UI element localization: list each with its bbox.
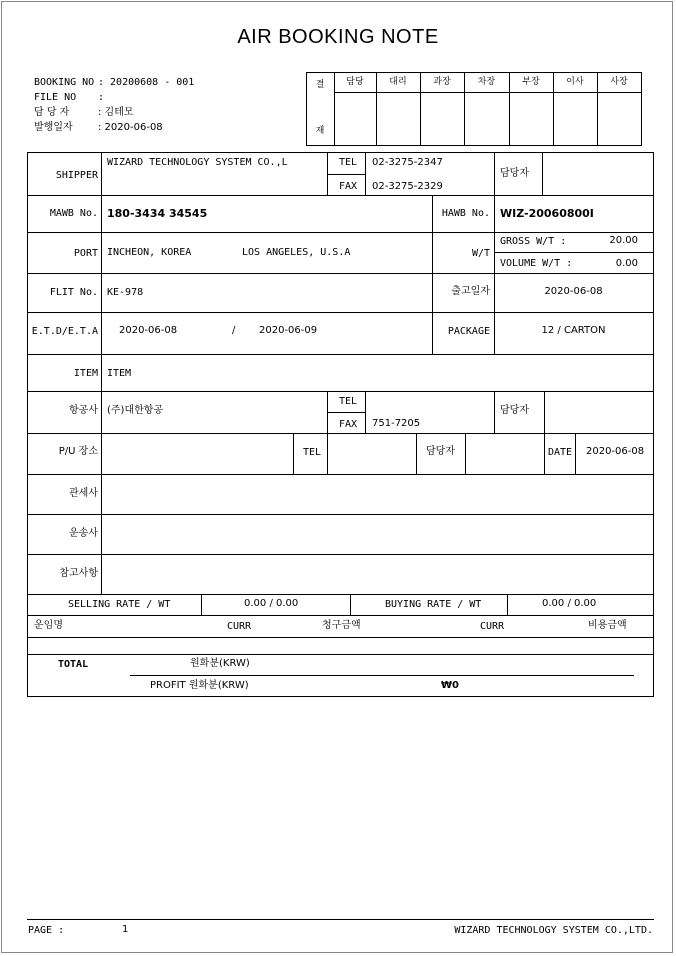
etd-eta-separator: /	[232, 325, 236, 336]
cost-amount-header: 비용금액	[588, 620, 627, 631]
pickup-date-value: 2020-06-08	[586, 446, 645, 457]
shipper-fax-label: FAX	[339, 181, 358, 192]
booking-no-value: : 20200608 - 001	[98, 77, 195, 88]
approval-label-top: 결	[315, 80, 325, 90]
curr2-header: CURR	[480, 621, 505, 632]
buying-rate-label: BUYING RATE / WT	[385, 599, 482, 610]
pickup-tel-label: TEL	[303, 447, 322, 458]
airline-fax-label: FAX	[339, 419, 358, 430]
shipper-fax-value: 02-3275-2329	[372, 181, 443, 192]
item-value: ITEM	[107, 368, 132, 379]
booking-no-label: BOOKING NO	[34, 77, 95, 88]
airline-fax-value: 751-7205	[372, 418, 421, 429]
shipper-contact-label: 담당자	[500, 168, 529, 179]
fee-name-header: 운임명	[34, 620, 63, 631]
volume-wt-label: VOLUME W/T :	[500, 258, 573, 269]
selling-rate-label: SELLING RATE / WT	[68, 599, 171, 610]
customs-label: 관세사	[69, 488, 98, 499]
hawb-label: HAWB No.	[441, 208, 490, 219]
release-date-value: 2020-06-08	[544, 286, 603, 297]
approval-label-bottom: 재	[315, 126, 325, 136]
approval-role: 과장	[433, 77, 451, 87]
approval-role: 사장	[610, 77, 628, 87]
document-title: AIR BOOKING NOTE	[237, 26, 439, 48]
total-label: TOTAL	[58, 659, 89, 670]
flight-label: FLIT No.	[49, 287, 98, 298]
volume-wt-value: 0.00	[615, 258, 638, 269]
etd-eta-label: E.T.D/E.T.A	[31, 326, 98, 337]
manager-value: : 김테모	[98, 107, 134, 118]
shipper-tel-label: TEL	[339, 157, 358, 168]
profit-value: ₩0	[441, 680, 459, 691]
page-label: PAGE :	[28, 925, 65, 936]
release-date-label: 출고일자	[451, 286, 490, 297]
shipper-value: WIZARD TECHNOLOGY SYSTEM CO.,L	[107, 157, 288, 168]
pickup-contact-label: 담당자	[426, 446, 455, 457]
approval-role: 부장	[522, 77, 540, 87]
port-from: INCHEON, KOREA	[107, 247, 192, 258]
etd-value: 2020-06-08	[119, 325, 178, 336]
remarks-label: 참고사항	[59, 568, 98, 579]
file-no-value: :	[98, 92, 105, 103]
package-label: PACKAGE	[447, 326, 490, 337]
port-to: LOS ANGELES, U.S.A	[242, 247, 351, 258]
gross-wt-label: GROSS W/T :	[500, 236, 567, 247]
manager-label: 담 당 자	[34, 107, 70, 118]
approval-role: 대리	[389, 77, 407, 87]
footer-company: WIZARD TECHNOLOGY SYSTEM CO.,LTD.	[454, 925, 653, 936]
item-label: ITEM	[73, 368, 98, 379]
port-label: PORT	[73, 248, 98, 259]
file-no-label: FILE NO	[34, 92, 77, 103]
airline-value: (주)대한항공	[107, 405, 164, 416]
pickup-label: P/U 장소	[58, 446, 98, 457]
issue-date-value: : 2020-06-08	[98, 122, 163, 133]
eta-value: 2020-06-09	[259, 325, 318, 336]
issue-date-label: 발행일자	[34, 122, 73, 133]
mawb-value: 180-3434 34545	[107, 207, 208, 220]
page-number: 1	[122, 924, 129, 935]
billing-amount-header: 청구금액	[322, 620, 361, 631]
won-portion-label: 원화분(KRW)	[190, 658, 250, 669]
approval-role: 담당	[346, 77, 364, 87]
curr1-header: CURR	[227, 621, 252, 632]
wt-label: W/T	[471, 248, 490, 259]
hawb-value: WIZ-20060800I	[500, 207, 594, 220]
airline-label: 항공사	[69, 405, 98, 416]
flight-value: KE-978	[107, 287, 144, 298]
shipper-label: SHIPPER	[55, 170, 98, 181]
approval-role: 이사	[566, 77, 584, 87]
buying-rate-value: 0.00 / 0.00	[542, 598, 597, 609]
shipper-tel-value: 02-3275-2347	[372, 157, 443, 168]
pickup-date-label: DATE	[548, 447, 573, 458]
airline-tel-label: TEL	[339, 396, 358, 407]
selling-rate-value: 0.00 / 0.00	[244, 598, 299, 609]
package-value: 12 / CARTON	[541, 325, 606, 336]
approval-role: 차장	[477, 77, 496, 87]
footer-divider	[27, 919, 654, 920]
mawb-label: MAWB No.	[49, 208, 98, 219]
carrier-label: 운송사	[69, 528, 98, 539]
profit-label: PROFIT 원화분(KRW)	[150, 680, 249, 691]
gross-wt-value: 20.00	[609, 235, 638, 246]
airline-contact-label: 담당자	[500, 405, 529, 416]
